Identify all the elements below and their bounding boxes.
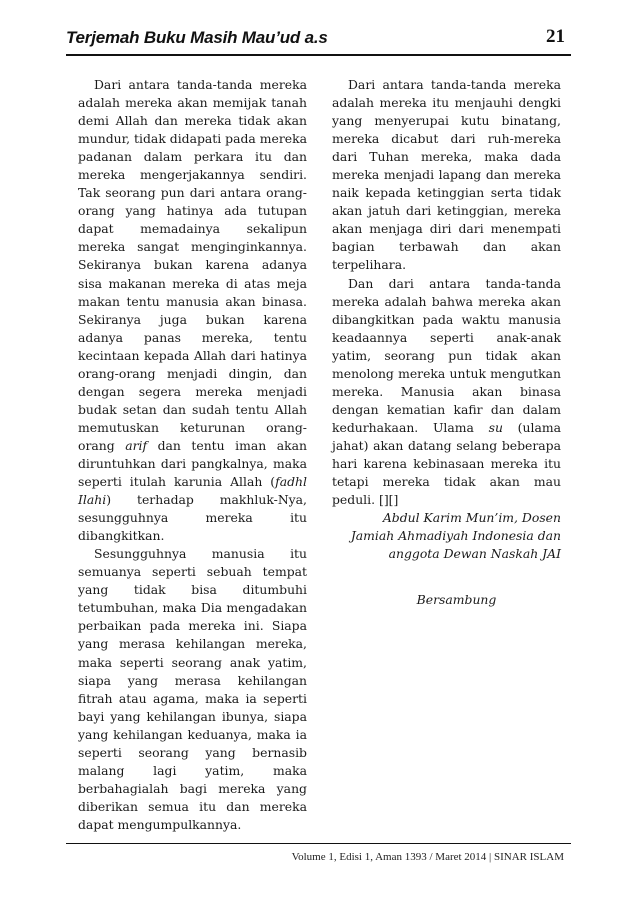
signature-line-2: Jamiah Ahmadiyah Indonesia dan anggota Dewan Naskah JAI bbox=[350, 528, 561, 562]
footer-rule bbox=[66, 843, 571, 844]
term-su: su bbox=[488, 419, 503, 435]
paragraph-4-text-b: (ulama jahat) akan datang selang beberapa hari karena kebinasaan mereka itu tetapi mereka tidak akan mau peduli. [][] bbox=[332, 419, 561, 508]
running-title: Terjemah Buku Masih Mau’ud a.s bbox=[66, 28, 328, 47]
paragraph-2: Sesungguhnya manusia itu semuanya seperti sebuah tempat yang tidak bisa ditumbuhi tetumbuhan, maka Dia mengadakan perbaikan pada mereka ini. Siapa yang merasa kehilangan mereka, maka seperti seorang anak yatim, siapa yang merasa kehilangan fitrah atau agama, maka ia seperti bayi yang kehilangan ibunya, siapa yang kehilangan keduanya, maka ia seperti seorang yang bernasib malang lagi yatim, maka berbahagialah bagi mereka yang diberikan semua itu dan mereka dapat mengumpulkannya. bbox=[78, 546, 307, 832]
term-fadhl-ilahi: fadhl Ilahi bbox=[78, 474, 307, 508]
paragraph-4 bbox=[332, 275, 561, 510]
paragraph-1 bbox=[78, 76, 307, 545]
paragraph-1-text-c: ) terhadap makhluk-Nya, sesungguhnya mereka itu dibangkitkan. bbox=[78, 492, 307, 544]
term-arif: arif bbox=[125, 437, 148, 453]
signature-line-1: Abdul Karim Mun’im, Dosen bbox=[382, 510, 561, 526]
header-rule bbox=[66, 54, 571, 56]
author-signature bbox=[332, 509, 561, 563]
left-column bbox=[78, 76, 307, 834]
continued-note: Bersambung bbox=[416, 592, 497, 608]
right-column bbox=[332, 76, 561, 609]
paragraph-1-text-a: Dari antara tanda-tanda mereka adalah mereka akan memijak tanah demi Allah dan mereka tidak akan mundur, tidak didapati pada mereka padanan dalam perkara itu dan mereka mengerjakannya sendiri. Tak seorang pun dari antara orang-orang yang hatinya ada tutupan dapat memadainya sekalipun mereka sangat menginginkannya. Sekiranya bukan karena adanya sisa makanan mereka di atas meja makan tentu manusia akan binasa. Sekiranya juga bukan karena adanya panas mereka, tentu kecintaan kepada Allah dari hatinya orang-orang menjadi dingin, dan dengan segera mereka menjadi budak setan dan sudah tentu Allah memutuskan keturunan orang-orang bbox=[78, 77, 307, 453]
paragraph-4-text-a: Dan dari antara tanda-tanda mereka adalah bahwa mereka akan dibangkitkan pada waktu manusia keadaannya seperti anak-anak yatim, seorang pun tidak akan menolong mereka untuk mengutkan mereka. Manusia akan binasa dengan kematian kafir dan dalam kedurhakaan. Ulama bbox=[332, 275, 561, 435]
paragraph-1-text-b: dan tentu iman akan diruntuhkan dari pangkalnya, maka seperti itulah karunia Allah ( bbox=[78, 437, 307, 490]
page-number: 21 bbox=[546, 26, 565, 47]
page-header bbox=[66, 26, 571, 52]
paragraph-3: Dari antara tanda-tanda mereka adalah mereka itu menjauhi dengki yang menyerupai kutu binatang, mereka dicabut dari ruh-mereka dari Tuhan mereka, maka dada mereka menjadi lapang dan mereka naik kepada ketinggian serta tidak akan jatuh dari ketinggian, mereka akan menjaga diri dari menempati bagian terbawah dan akan terpelihara. bbox=[332, 77, 561, 273]
page-footer: Volume 1, Edisi 1, Aman 1393 / Maret 2014 | SINAR ISLAM bbox=[291, 851, 564, 863]
